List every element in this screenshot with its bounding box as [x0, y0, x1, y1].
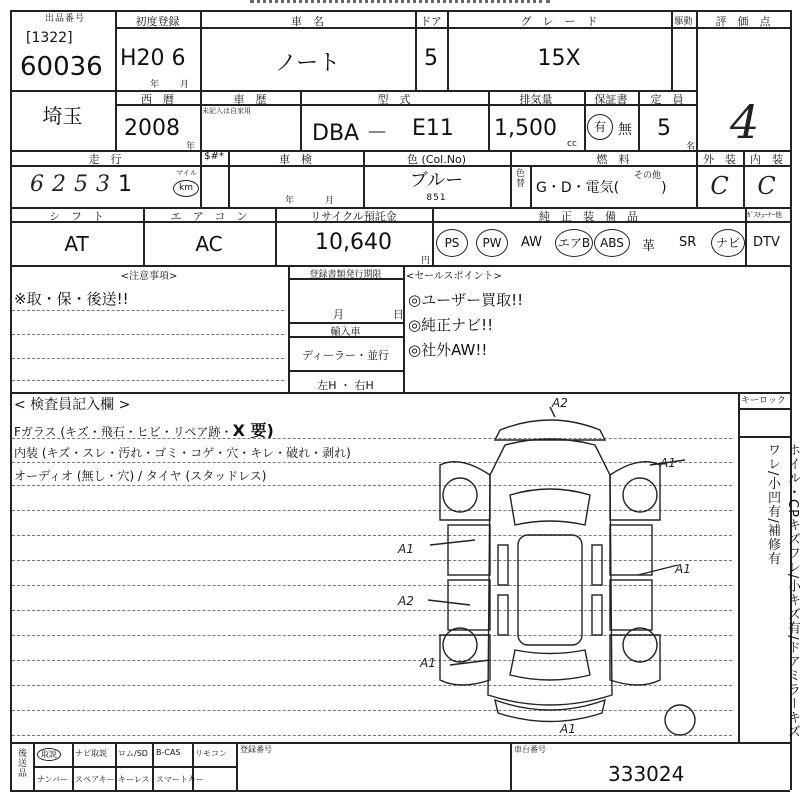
footer-item: スペアキー	[75, 775, 115, 784]
displacement-unit: cc	[567, 139, 577, 149]
type-prefix: DBA －	[312, 121, 389, 146]
tuner-label: ｶﾞｽﾁｭｰﾅｰ他	[747, 211, 782, 219]
front-bumper	[495, 420, 605, 440]
capacity-unit: 名	[686, 142, 697, 152]
chassis-label: 車台番号	[514, 745, 546, 754]
mileage-label: 走 行	[88, 153, 122, 166]
equip-ps: PS	[436, 229, 468, 257]
steering-label: 左H ・ 右H	[317, 379, 374, 392]
lot-number: 60036	[20, 52, 103, 82]
fglass-text: Fガラス (キズ・飛石・ヒビ・リペア跡・	[14, 425, 233, 439]
mileage-digit: 6	[30, 172, 44, 197]
inspection-unit: 年 月	[285, 196, 336, 206]
mileage-digit: 3	[96, 172, 110, 197]
warranty-label: 保証書	[594, 93, 628, 106]
left-pillar-area	[498, 595, 508, 635]
fuel-value: G・D・電気( )	[536, 180, 667, 196]
mileage-unit-mile: マイル	[176, 169, 197, 177]
footer-item: B-CAS	[156, 748, 181, 757]
footer-item: リモコン	[195, 749, 227, 758]
grade-label: グ レ ー ド	[520, 15, 598, 28]
damage-mark: A1	[420, 656, 436, 670]
displacement-label: 排気量	[519, 93, 553, 106]
keylock-label: キーロック	[741, 396, 786, 406]
footer-item: キーレス	[118, 775, 150, 784]
recycle-label: リサイクル預託金	[310, 210, 397, 223]
recycle-value: 10,640	[315, 230, 392, 255]
warranty-no: 無	[618, 122, 632, 138]
type-value: E11	[412, 116, 454, 141]
displacement-value: 1,500	[494, 116, 557, 141]
equip-airbag: エアB	[555, 229, 593, 257]
fuel-label: 燃 料	[596, 153, 630, 166]
front-right-door	[610, 525, 652, 575]
footer-item: 取説	[37, 748, 61, 761]
equip-abs: ABS	[594, 229, 630, 257]
side-text: ホイル・CPキズワレ/小キズ有/ドアミラーキズワレ/小凹有/補修有	[765, 443, 800, 739]
inspector-line3: オーディオ (無し・穴) / タイヤ (スタッドレス)	[14, 469, 267, 483]
footer-item: ナビ取説	[75, 749, 107, 758]
model-label: 車 名	[291, 15, 324, 28]
rear-right-wheel	[623, 628, 657, 662]
capacity-value: 5	[657, 116, 671, 141]
meter-label: $#*	[204, 151, 224, 162]
damage-mark: A1	[398, 542, 414, 556]
warranty-yes-circle: 有	[587, 114, 613, 140]
rear-right-fender	[610, 635, 660, 685]
mark-line	[430, 540, 475, 545]
damage-mark: A1	[560, 722, 576, 736]
equip-pw: PW	[476, 229, 508, 257]
rear-left-fender	[440, 635, 490, 685]
lot-code: [1322]	[26, 30, 73, 46]
sales-points	[408, 288, 523, 363]
equip-sunroof: SR	[679, 235, 697, 250]
equip-navi: ナビ	[711, 229, 745, 257]
damage-mark: A1	[675, 562, 691, 576]
drive-label: 駆動	[674, 17, 693, 27]
fglass-mark: X 要)	[232, 421, 274, 440]
damage-mark: A1	[660, 456, 676, 470]
color-change-label: 色替	[514, 168, 524, 188]
interior-label: 内 装	[750, 153, 783, 166]
year-label: 西 暦	[141, 93, 174, 106]
right-pillar-area	[592, 595, 602, 635]
ac-value: AC	[195, 232, 223, 256]
title-strip	[250, 0, 550, 4]
shift-label: シ フ ト	[49, 210, 104, 223]
grade-value: 15X	[537, 46, 581, 71]
car-damage-diagram	[380, 395, 720, 745]
lot-label: 出品番号	[44, 14, 85, 24]
caution-label: <注意事項>	[120, 271, 178, 282]
capacity-label: 定 員	[650, 93, 684, 106]
recycle-unit: 円	[421, 256, 431, 266]
region: 埼玉	[42, 104, 83, 128]
first-reg-label: 初度登録	[135, 15, 180, 28]
rear-bumper	[495, 700, 605, 722]
footer-item: ロム/SD	[118, 749, 148, 758]
body-outline	[488, 439, 612, 705]
shift-value: AT	[64, 232, 89, 256]
sales-point: ◎ユーザー買取!!	[408, 291, 524, 309]
rear-window	[510, 650, 590, 680]
year-unit: 年	[186, 142, 197, 152]
exterior-label: 外 装	[703, 153, 736, 166]
equip-dtv: DTV	[753, 235, 780, 250]
doc-day: 日	[393, 308, 404, 321]
dealer-label: ディーラー・並行	[301, 349, 390, 362]
year-value: 2008	[124, 116, 180, 141]
windshield	[510, 489, 590, 525]
equipment-list	[436, 227, 788, 261]
mark-line	[638, 565, 678, 575]
doc-month: 月	[333, 308, 344, 321]
damage-mark: A2	[398, 594, 414, 608]
rear-right-door	[610, 580, 652, 630]
right-mirror-area	[592, 545, 602, 585]
color-label: 色 (Col.No)	[406, 153, 466, 166]
mileage-digit: 2	[52, 172, 66, 197]
doc-deadline-label: 登録書類発行期限	[309, 270, 382, 280]
inspector-section-label: < 検査員記入欄 >	[14, 397, 131, 413]
model-value: ノート	[274, 51, 341, 76]
interior-value: C	[757, 172, 776, 200]
mileage-digits	[30, 172, 160, 197]
sales-label: <セールスポイント>	[406, 271, 502, 282]
roof	[518, 535, 582, 645]
front-left-door	[448, 525, 490, 575]
ac-label: エ ア コ ン	[170, 210, 248, 223]
reg-number-label: 登録番号	[240, 745, 272, 754]
doors-label: ドア	[420, 15, 442, 28]
score-label: 評 価 点	[715, 15, 771, 28]
equipment-label: 純 正 装 備 品	[539, 210, 638, 223]
left-mirror-area	[498, 545, 508, 585]
damage-mark: A2	[552, 396, 568, 410]
sales-point: ◎純正ナビ!!	[408, 316, 494, 334]
mileage-unit-km: km	[173, 180, 199, 197]
footer-item: ナンバー	[37, 775, 69, 784]
type-label: 型 式	[377, 93, 411, 106]
color-code: 851	[426, 193, 447, 203]
score-value: 4	[730, 95, 760, 149]
mark-line	[450, 660, 490, 665]
sales-point: ◎社外AW!!	[408, 341, 488, 359]
equip-aw: AW	[521, 235, 543, 250]
footer-items-label: 後送品	[16, 748, 26, 778]
front-right-wheel	[623, 478, 657, 512]
history-sub: 未記入は自家用	[202, 107, 251, 115]
equip-leather: 革	[642, 239, 656, 254]
caution-text: ※取・保・後送!!	[14, 290, 129, 308]
mileage-digit: 5	[74, 172, 88, 197]
exterior-value: C	[710, 172, 729, 200]
mileage-digit: 1	[118, 172, 132, 197]
first-reg-unit: 年 月	[150, 80, 191, 90]
color-value: ブルー	[409, 170, 464, 191]
rear-left-wheel	[443, 628, 477, 662]
spare-tire	[665, 705, 695, 735]
footer-item: スマートキー	[156, 775, 204, 784]
first-reg-value: H20 6	[120, 46, 186, 71]
chassis-value: 333024	[608, 762, 685, 786]
mark-line	[428, 600, 470, 605]
doors-value: 5	[424, 46, 438, 71]
history-label: 車 歴	[233, 93, 267, 106]
import-label: 輸入車	[330, 327, 361, 338]
inspector-line2: 内装 (キズ・スレ・汚れ・ゴミ・コゲ・穴・キレ・破れ・剥れ)	[14, 446, 351, 460]
inspection-label: 車 検	[279, 153, 312, 166]
front-left-wheel	[443, 478, 477, 512]
fuel-other: その他	[634, 171, 662, 181]
